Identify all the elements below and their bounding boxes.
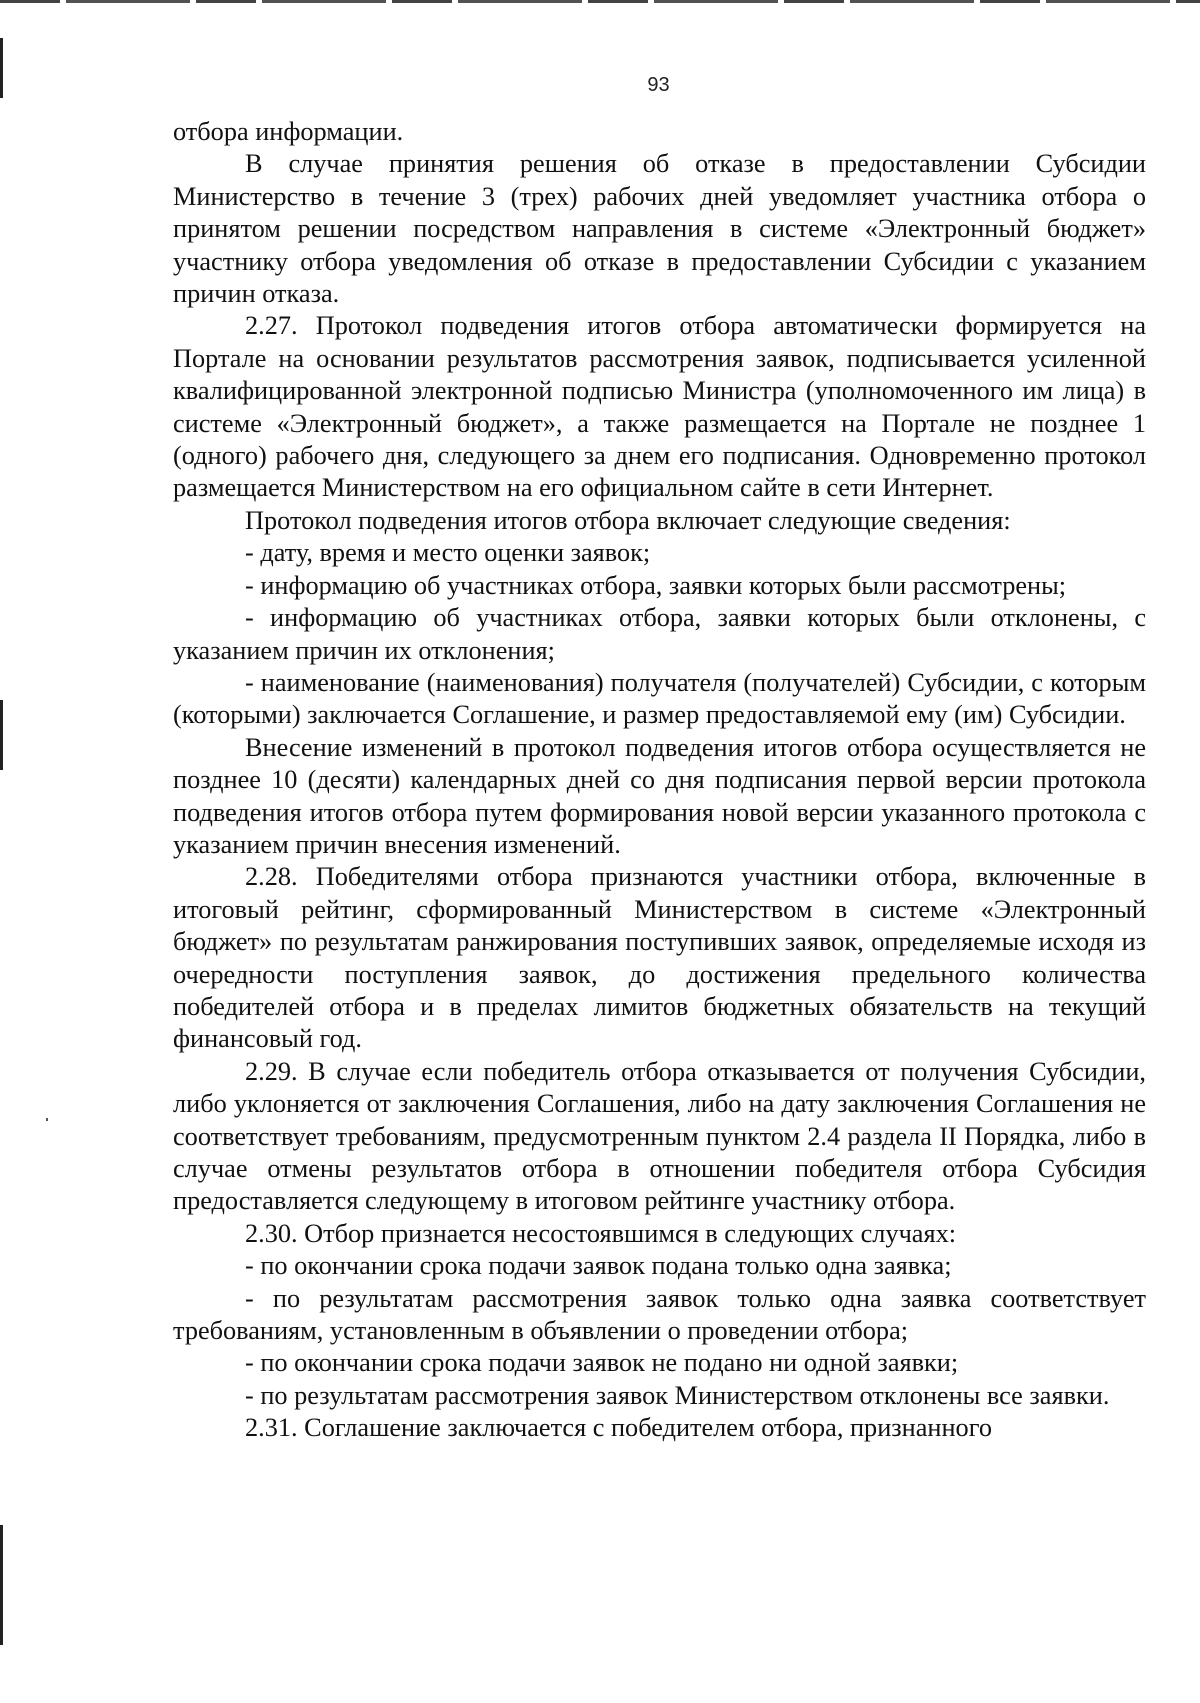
list-item: - по окончании срока подачи заявок не подано ни одной заявки; xyxy=(245,1348,959,1378)
paragraph-2-30: 2.30. Отбор признается несостоявшимся в следующих случаях: xyxy=(245,1218,957,1248)
list-item: - по окончании срока подачи заявок подана только одна заявка; xyxy=(245,1251,952,1281)
list-item: - по результатам рассмотрения заявок Министерством отклонены все заявки. xyxy=(245,1380,1110,1410)
paragraph-2-28: 2.28. Победителями отбора признаются участники отбора, включенные в итоговый рейтинг, сформированный Министерством в системе «Электронный бюджет» по результатам ранжирования поступивших заявок, определяемые исходя из очередности поступления заявок, до достижения предельного количества победителей отбора и в пределах лимитов бюджетных обязательств на текущий финансовый год. xyxy=(173,862,1146,1054)
paragraph-protocol-contents: Протокол подведения итогов отбора включает следующие сведения: xyxy=(245,505,1011,535)
paragraph-refusal-notice: В случае принятия решения об отказе в предоставлении Субсидии Министерство в течение 3 (трех) рабочих дней уведомляет участника отбора о принятом решении посредством направления в системе «Электронный бюджет» участнику отбора уведомления об отказе в предоставлении Субсидии с указанием причин отказа. xyxy=(173,149,1146,309)
paragraph-protocol-changes: Внесение изменений в протокол подведения итогов отбора осуществляется не позднее 10 (десяти) календарных дней со дня подписания первой версии протокола подведения итогов отбора путем формирования новой версии указанного протокола с указанием причин внесения изменений. xyxy=(173,732,1146,859)
list-item: - информацию об участниках отбора, заявки которых были отклонены, с указанием причин их отклонения; xyxy=(173,603,1146,665)
list-item: - информацию об участниках отбора, заявки которых были рассмотрены; xyxy=(245,570,1067,600)
paragraph-2-27: 2.27. Протокол подведения итогов отбора автоматически формируется на Портале на основании результатов рассмотрения заявок, подписывается усиленной квалифицированной электронной подписью Министра (уполномоченного им лица) в системе «Электронный бюджет», а также размещается на Портале не позднее 1 (одного) рабочего дня, следующего за днем его подписания. Одновременно протокол размещается Министерством на его официальном сайте в сети Интернет. xyxy=(173,311,1146,503)
scan-edge-artifact xyxy=(0,1525,3,1645)
document-body xyxy=(173,116,1146,1445)
scan-speck xyxy=(46,1118,48,1121)
paragraph-continuation: отбора информации. xyxy=(173,117,404,146)
paragraph-2-29: 2.29. В случае если победитель отбора отказывается от получения Субсидии, либо уклоняется от заключения Соглашения, либо на дату заключения Соглашения не соответствует требованиям, предусмотренным пунктом 2.4 раздела II Порядка, либо в случае отмены результатов отбора в отношении победителя отбора Субсидия предоставляется следующему в итоговом рейтинге участнику отбора. xyxy=(173,1056,1146,1216)
scan-edge-artifact xyxy=(0,0,1200,3)
list-item: - дату, время и место оценки заявок; xyxy=(245,538,651,568)
paragraph-2-31: 2.31. Соглашение заключается с победителем отбора, признанного xyxy=(245,1413,992,1443)
scan-edge-artifact xyxy=(0,700,3,770)
list-item: - по результатам рассмотрения заявок только одна заявка соответствует требованиям, установленным в объявлении о проведении отбора; xyxy=(173,1283,1146,1346)
list-item: - наименование (наименования) получателя (получателей) Субсидии, с которым (которыми) заключается Соглашение, и размер предоставляемой ему (им) Субсидии. xyxy=(173,667,1146,730)
page-number: 93 xyxy=(647,74,670,96)
